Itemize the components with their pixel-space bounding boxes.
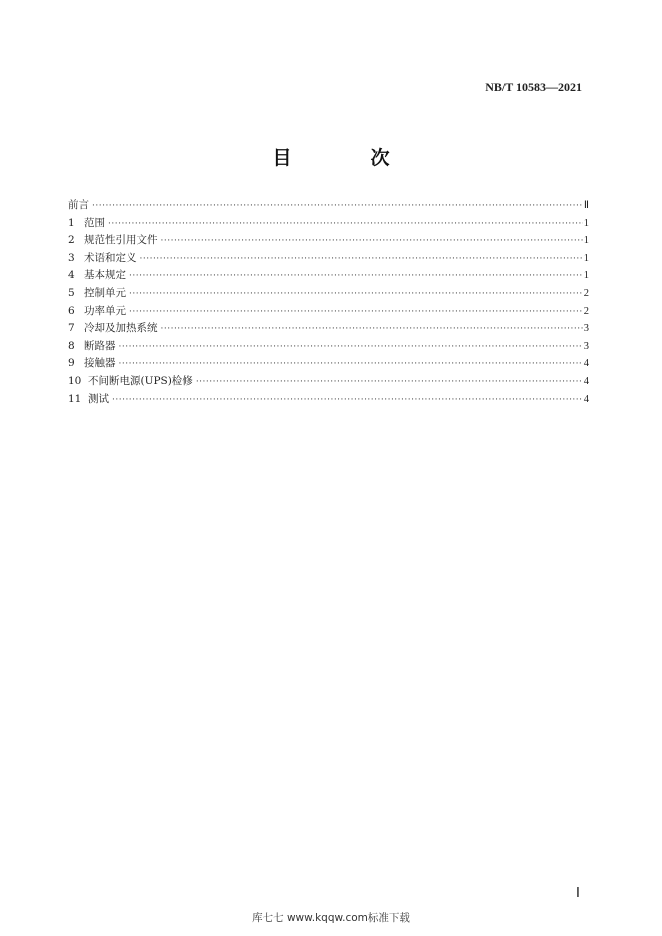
- toc-leader-dots: [112, 392, 583, 410]
- toc-number: 7: [68, 322, 75, 335]
- toc-number: 4: [68, 269, 75, 282]
- toc-page-number: 1: [583, 252, 589, 264]
- page-title: 目 次: [272, 147, 420, 169]
- toc-label: 功率单元: [84, 304, 126, 317]
- toc-label: 断路器: [84, 339, 116, 352]
- toc-page-number: 3: [583, 340, 589, 352]
- toc-page-number: 4: [583, 358, 589, 370]
- toc-entry[interactable]: [68, 250, 589, 268]
- toc-page-number: 1: [583, 217, 589, 229]
- toc-leader-dots: [108, 216, 583, 234]
- toc-label: 接触器: [84, 357, 116, 370]
- toc-label: 术语和定义: [84, 251, 137, 264]
- toc-label: 基本规定: [84, 269, 126, 282]
- download-watermark: 库七七 www.kqqw.com标准下载: [252, 912, 410, 924]
- toc-entry[interactable]: [68, 373, 589, 391]
- toc-page-number: 1: [583, 235, 589, 247]
- toc-number: 10: [68, 374, 82, 387]
- toc-leader-dots: [129, 268, 583, 286]
- table-of-contents: [68, 197, 589, 408]
- toc-leader-dots: [129, 304, 583, 322]
- toc-label: 规范性引用文件: [84, 234, 158, 247]
- toc-entry-foreword[interactable]: [68, 197, 589, 215]
- toc-page-number: 2: [583, 305, 589, 317]
- toc-entry[interactable]: [68, 355, 589, 373]
- toc-number: 2: [68, 234, 75, 247]
- toc-number: 9: [68, 357, 75, 370]
- toc-label: 控制单元: [84, 286, 126, 299]
- toc-leader-dots: [161, 233, 583, 251]
- toc-leader-dots: [129, 286, 583, 304]
- toc-number: 11: [68, 392, 82, 405]
- toc-leader-dots: [119, 339, 583, 357]
- toc-number: 3: [68, 251, 75, 264]
- toc-entry[interactable]: [68, 232, 589, 250]
- toc-entry[interactable]: [68, 215, 589, 233]
- toc-entry[interactable]: [68, 303, 589, 321]
- toc-entry[interactable]: [68, 391, 589, 409]
- toc-entry[interactable]: [68, 285, 589, 303]
- toc-entry[interactable]: [68, 320, 589, 338]
- toc-leader-dots: [161, 321, 583, 339]
- toc-page-number: 1: [583, 270, 589, 282]
- toc-number: 5: [68, 286, 75, 299]
- toc-label: 冷却及加热系统: [84, 322, 158, 335]
- toc-label: 前言: [68, 199, 89, 211]
- toc-label: 不间断电源(UPS)检修: [88, 374, 193, 387]
- toc-leader-dots: [119, 356, 583, 374]
- toc-page-number: Ⅱ: [583, 200, 589, 211]
- toc-label: 测试: [88, 392, 109, 405]
- toc-page-number: 2: [583, 287, 589, 299]
- toc-page-number: 4: [583, 375, 589, 387]
- toc-entry[interactable]: [68, 267, 589, 285]
- toc-number: 6: [68, 304, 75, 317]
- toc-page-number: 4: [583, 393, 589, 405]
- page-number: Ⅰ: [575, 886, 580, 901]
- standard-code: NB/T 10583—2021: [485, 80, 582, 94]
- toc-page-number: 3: [583, 323, 589, 335]
- toc-leader-dots: [196, 374, 583, 392]
- toc-number: 8: [68, 339, 75, 352]
- toc-leader-dots: [92, 198, 583, 216]
- toc-leader-dots: [140, 251, 583, 269]
- toc-number: 1: [68, 216, 75, 229]
- toc-label: 范围: [84, 216, 105, 229]
- toc-entry[interactable]: [68, 338, 589, 356]
